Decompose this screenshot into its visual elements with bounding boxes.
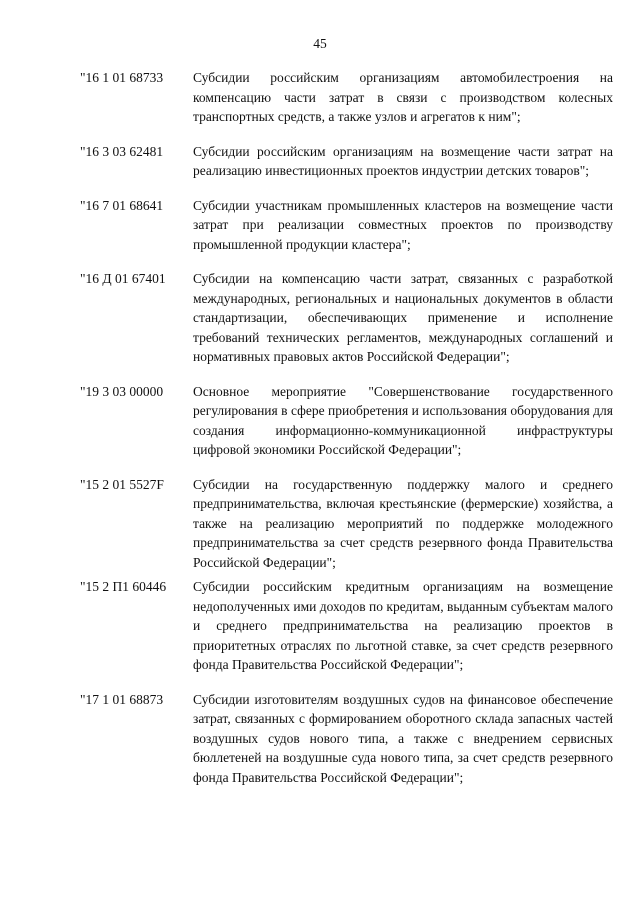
entry-list — [80, 68, 613, 802]
list-item — [80, 382, 613, 460]
list-item — [80, 142, 613, 181]
list-item — [80, 68, 613, 127]
list-item — [80, 577, 613, 675]
list-item — [80, 196, 613, 255]
classification-code: "16 1 01 68733 — [80, 70, 164, 85]
entry-description: Субсидии участникам промышленных кластеров на возмещение части затрат при реализации совместных проектов по производству промышленной продукции кластера"; — [193, 197, 613, 252]
classification-code: "19 3 03 00000 — [80, 383, 164, 399]
classification-code: "16 3 03 62481 — [80, 143, 164, 159]
entry-description: Субсидии изготовителям воздушных судов на финансовое обеспечение затрат, связанных с формированием оборотного склада запасных частей воздушных судов нового типа, а также с внедрением сервисных бюллетеней на воздушные суда нового типа, за счет средств резервного фонда Правительства Российской Федерации"; — [193, 691, 613, 785]
entry-description: Субсидии российским организациям на возмещение части затрат на реализацию инвестиционных проектов индустрии детских товаров"; — [193, 143, 613, 178]
classification-code: "16 7 01 68641 — [80, 197, 164, 213]
list-item — [80, 269, 613, 367]
entry-description: Основное мероприятие "Совершенствование государственного регулирования в сфере приобретения и использования оборудования для создания информационно-коммуникационной инфраструктуры цифровой экономики Российской Федерации"; — [193, 383, 613, 457]
classification-code: "16 Д 01 67401 — [80, 271, 166, 286]
entry-description: Субсидии на компенсацию части затрат, связанных с разработкой международных, региональных и национальных документов в области стандартизации, обеспечивающих применение и исполнение требований технических регламентов, международных соглашений и нормативных правовых актов Российской Федерации"; — [193, 271, 613, 364]
classification-code: "15 2 01 5527F — [80, 476, 164, 492]
list-item — [80, 475, 613, 573]
list-item — [80, 690, 613, 788]
entry-description: Субсидии российским организациям автомобилестроения на компенсацию части затрат в связи с производством колесных транспортных средств, а также узлов и агрегатов к ним"; — [193, 70, 613, 124]
entry-description: Субсидии российским кредитным организациям на возмещение недополученных ими доходов по кредитам, выданным субъектам малого и среднего предпринимательства на реализацию проектов в приоритетных отраслях по льготной ставке, за счет средств резервного фонда Правительства Российской Федерации"; — [193, 579, 613, 672]
entry-description: Субсидии на государственную поддержку малого и среднего предпринимательства, включая крестьянские (фермерские) хозяйства, а также на реализацию мероприятий по поддержке молодежного предпринимательства за счет средств резервного фонда Правительства Российской Федерации"; — [193, 476, 613, 570]
page-number: 45 — [313, 36, 327, 51]
classification-code: "17 1 01 68873 — [80, 691, 164, 707]
classification-code: "15 2 П1 60446 — [80, 579, 167, 594]
